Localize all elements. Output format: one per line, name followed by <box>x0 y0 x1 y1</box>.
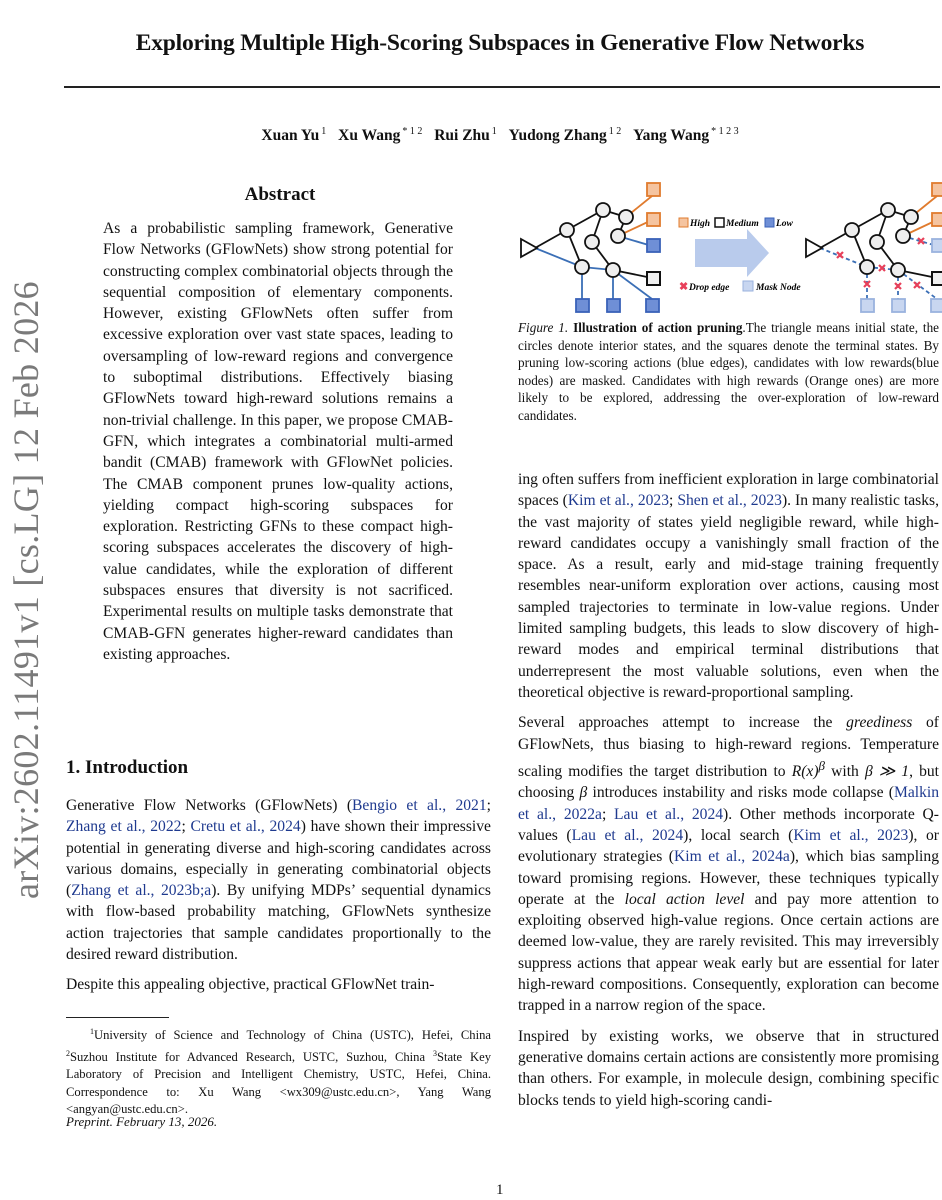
author-list <box>60 126 940 145</box>
citation-link[interactable]: Lau et al., 2024 <box>571 826 684 844</box>
intro-paragraph-2-start: Despite this appealing objective, practical GFlowNet train- <box>66 976 435 994</box>
initial-state-triangle-icon <box>521 239 537 257</box>
introduction-left-column <box>66 795 491 996</box>
original-tree-nodes <box>521 183 660 312</box>
citation-link[interactable]: Zhang et al., 2022 <box>66 818 182 836</box>
abstract-text: As a probabilistic sampling framework, Generative Flow Networks (GFlowNets) show strong potential for constructing complex combinatorial objects through the sequential composition of elementary components. However, existing GFlowNets often suffer from excessive exploration over vast state spaces, leading to oversampling of low-reward regions and convergence to suboptimal distributions. Effectively biasing GFlowNets toward high-reward solutions remains a non-trivial challenge. In this paper, we propose CMAB-GFN, which integrates a combinatorial multi-armed bandit (CMAB) framework with GFlowNet policies. The CMAB component prunes low-quality actions, yielding compact high-scoring subspaces for exploration. Restricting GFNs to these compact high-scoring subspaces accelerates the discovery of high-value candidates, while the exploration of different subspaces ensures that diversity is not sacrificed. Experimental results on multiple tasks demonstrate that CMAB-GFN generates higher-reward candidates than existing approaches. <box>103 220 453 663</box>
author: Rui Zhu $^1$ <box>434 126 497 144</box>
citation-link[interactable]: Malkin et al., 2022a <box>518 784 939 823</box>
page-number: 1 <box>496 1182 504 1198</box>
svg-text:Low: Low <box>776 219 793 229</box>
abstract-heading: Abstract <box>244 184 316 205</box>
citation-link[interactable]: Kim et al., 2024a <box>674 848 790 866</box>
author: Yudong Zhang $^{1 2}$ <box>508 126 622 144</box>
citation-link[interactable]: Cretu et al., 2024 <box>190 818 301 836</box>
title-rule <box>64 86 940 88</box>
intro-paragraph-4: Inspired by existing works, we observe that in structured generative domains certain actions are consistently more promising than others. For example, in molecule design, combining specific blocks tends to yield high-scoring candi- <box>518 1027 939 1109</box>
intro-paragraph-1: Generative Flow Networks (GFlowNets) (Bengio et al., 2021; Zhang et al., 2022; Cretu et al., 2024) have shown their impressive potential in generating diverse and high-scoring candidates across various domains, especially in generating combinatorial objects (Zhang et al., 2023b;a). By unifying MDPs’ sequential dynamics with flow-based probability matching, GFlowNets synthesize action trajectories that sample candidates proportionally to the desired reward distribution. <box>66 797 491 964</box>
svg-text:Mask Node: Mask Node <box>756 283 801 293</box>
footnote-rule <box>66 1017 169 1018</box>
introduction-right-column <box>518 469 939 1111</box>
figure-legend <box>679 218 801 293</box>
figure-1-caption: Figure 1. Illustration of action pruning.The triangle means initial state, the circles denote interior states, and the squares denote the terminal states. By pruning low-scoring actions (blue edges), candidates with low rewards(blue nodes) are masked. Candidates with high rewards (Orange ones) are more likely to be explored, addressing the over-exploration of low-reward candidates. <box>518 320 940 423</box>
intro-paragraph-3: Several approaches attempt to increase the greediness of GFlowNets, thus biasing to high-reward regions. Temperature scaling modifies the target distribution to $R(x)^\beta$ with β ≫ 1, but choosing β introduces instability and risks mode collapse (Malkin et al., 2022a; Lau et al., 2024). Other methods incorporate Q-values (Lau et al., 2024), local search (Kim et al., 2023), or evolutionary strategies (Kim et al., 2024a), which bias sampling toward promising regions. However, these techniques typically operate at the local action level and pay more attention to exploiting observed high-value regions. Once certain actions are deemed low-value, they are rarely revisited. This may irreversibly suppress actions that appear weak early but are essential for later high-reward compositions. Consequently, exploration can become trapped in a narrow region of the space. <box>518 714 939 1015</box>
citation-link[interactable]: Shen et al., 2023 <box>677 492 782 510</box>
author: Yang Wang $^{* 1 2 3}$ <box>633 126 739 144</box>
drop-edge-icon: ✖ <box>679 281 689 293</box>
svg-text:High: High <box>690 219 711 229</box>
figure-1-action-pruning-diagram <box>515 175 942 315</box>
author: Xuan Yu $^1$ <box>261 126 327 144</box>
svg-text:Medium: Medium <box>726 219 759 229</box>
transform-arrow-icon <box>695 229 769 277</box>
paper-title: Exploring Multiple High-Scoring Subspaces in Generative Flow Networks <box>135 30 865 56</box>
preprint-notice: Preprint. February 13, 2026. <box>66 1114 218 1129</box>
pruned-tree <box>806 183 942 312</box>
citation-link[interactable]: Kim et al., 2023 <box>793 826 909 844</box>
citation-link[interactable]: Lau et al., 2024 <box>614 805 724 823</box>
footnote-affiliations: $^1$University of Science and Technology of China (USTC), Hefei, China $^2$Suzhou Institute for Advanced Research, USTC, Suzhou, China $^3$State Key Laboratory of Precision and Intelligent Chemistry, USTC, Hefei, China. Correspondence to: Xu Wang <wx309@ustc.edu.cn>, Yang Wang <angyan@ustc.edu.cn>. <box>66 1027 491 1116</box>
svg-text:Drop edge: Drop edge <box>689 283 730 293</box>
author: Xu Wang $^{* 1 2}$ <box>338 126 423 144</box>
citation-link[interactable]: Zhang et al., 2023b;a <box>71 882 212 900</box>
intro-paragraph-2-continued: ing often suffers from inefficient exploration in large combinatorial spaces (Kim et al., 2023; Shen et al., 2023). In many realistic tasks, the vast majority of states yield negligible reward, while high-reward candidates occupy a vanishingly small fraction of the space. As a result, early and mid-stage training frequently resembles near-uniform exploration over actions, causing most sampled trajectories to terminate in low-value regions. Under limited sampling budgets, this leads to slow discovery of high-reward modes and empirical terminal distributions that underrepresent the most valuable solutions, even when the theoretical objective is reward-proportional sampling. <box>518 471 939 701</box>
section-heading-introduction: 1. Introduction <box>66 757 189 778</box>
citation-link[interactable]: Bengio et al., 2021 <box>352 797 487 814</box>
citation-link[interactable]: Kim et al., 2023 <box>567 492 670 510</box>
arxiv-stamp: arXiv:2602.11491v1 [cs.LG] 12 Feb 2026 <box>6 281 46 899</box>
